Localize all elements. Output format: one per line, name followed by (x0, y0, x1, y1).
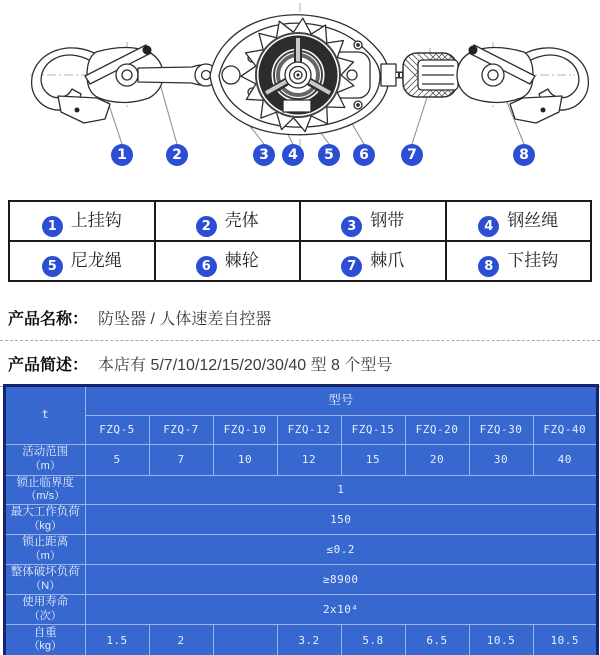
spec-row-label-cell (5, 475, 85, 505)
lower-hook-drawing (457, 45, 588, 123)
upper-hook-drawing (32, 45, 163, 123)
spec-value-cell: 2 (149, 625, 213, 655)
product-diagram (0, 0, 600, 178)
spec-row-unit: （次） (28, 610, 62, 623)
callout-1: 1 (111, 144, 133, 166)
callout-5: 5 (318, 144, 340, 166)
callout-3: 3 (253, 144, 275, 166)
spec-row-label-cell (5, 565, 85, 595)
product-name-value: 防坠器 / 人体速差自控器 (98, 311, 272, 328)
spec-row-unit: （kg） (28, 640, 63, 653)
spec-row-label-cell (5, 595, 85, 625)
spec-row-label-cell (5, 505, 85, 535)
spec-value-cell: 1.5 (85, 625, 149, 655)
part-label: 棘轮 (224, 250, 259, 270)
callout-8: 8 (513, 144, 535, 166)
product-desc-label: 产品简述： (8, 357, 89, 374)
spec-model-header: FZQ-7 (149, 415, 213, 444)
spec-row-unit: （m/s） (25, 490, 66, 503)
part-number-badge: 2 (196, 216, 217, 237)
spec-value-cell (213, 625, 277, 655)
part-label: 钢丝绳 (507, 210, 559, 230)
part-cell (9, 201, 155, 241)
spec-row-label: 最大工作负荷 (10, 506, 80, 519)
spec-row-label: 锁止临界度 (16, 476, 74, 489)
part-label: 棘爪 (370, 250, 405, 270)
spec-model-header: FZQ-30 (469, 415, 533, 444)
part-cell (446, 201, 592, 241)
spec-row-label-cell (5, 444, 85, 475)
spec-value-cell: 10.5 (469, 625, 533, 655)
part-label: 壳体 (224, 210, 259, 230)
spec-value-cell: 5.8 (341, 625, 405, 655)
part-label: 钢带 (370, 210, 405, 230)
spec-model-group-header: 型号 (85, 386, 597, 415)
parts-legend-table (8, 200, 592, 282)
spec-value-cell: 2x10⁴ (85, 595, 597, 625)
product-info (0, 295, 600, 387)
link-arm-drawing (138, 64, 217, 86)
spec-model-header: FZQ-5 (85, 415, 149, 444)
spec-model-header: FZQ-20 (405, 415, 469, 444)
spec-row-label: 使用寿命 (22, 596, 69, 609)
callout-2: 2 (166, 144, 188, 166)
spec-value-cell: ≥8900 (85, 565, 597, 595)
part-cell (300, 241, 446, 281)
spec-value-cell: 20 (405, 444, 469, 475)
callout-4: 4 (282, 144, 304, 166)
spec-row-label: 锁止距离 (22, 536, 69, 549)
spec-row-unit: （m） (29, 459, 61, 472)
spec-value-cell: 30 (469, 444, 533, 475)
spec-value-cell: 5 (85, 444, 149, 475)
part-number-badge: 5 (42, 256, 63, 277)
spec-model-header: FZQ-12 (277, 415, 341, 444)
part-cell (9, 241, 155, 281)
spec-model-header: FZQ-15 (341, 415, 405, 444)
spec-model-header: FZQ-10 (213, 415, 277, 444)
part-number-badge: 7 (341, 256, 362, 277)
spec-value-cell: 15 (341, 444, 405, 475)
spec-value-cell: 150 (85, 505, 597, 535)
part-cell (155, 201, 301, 241)
part-number-badge: 8 (478, 256, 499, 277)
spec-row-label-cell (5, 625, 85, 655)
product-desc-row (0, 341, 600, 387)
spec-row-label: 自重 (33, 626, 57, 639)
spec-model-header: FZQ-40 (533, 415, 597, 444)
spec-row-unit: （m） (29, 550, 61, 563)
callout-7: 7 (401, 144, 423, 166)
product-desc-value: 本店有 5/7/10/12/15/20/30/40 型 8 个型号 (98, 357, 393, 374)
part-label: 下挂钩 (507, 250, 559, 270)
spec-value-cell: 1 (85, 475, 597, 505)
part-cell (446, 241, 592, 281)
spec-value-cell: 10.5 (533, 625, 597, 655)
spec-value-cell: 40 (533, 444, 597, 475)
product-name-label: 产品名称： (8, 311, 89, 328)
callout-6: 6 (353, 144, 375, 166)
product-name-row (0, 295, 600, 341)
part-cell (155, 241, 301, 281)
spec-value-cell: 6.5 (405, 625, 469, 655)
part-label: 尼龙绳 (70, 250, 122, 270)
spec-row-label: 整体破坏负荷 (10, 566, 80, 579)
part-number-badge: 1 (42, 216, 63, 237)
spec-row-label: 活动范围 (22, 446, 69, 458)
part-number-badge: 6 (196, 256, 217, 277)
part-label: 上挂钩 (70, 210, 122, 230)
spec-value-cell: 10 (213, 444, 277, 475)
spec-value-cell: 3.2 (277, 625, 341, 655)
spec-row-label-cell (5, 535, 85, 565)
spec-table (4, 385, 598, 655)
spec-row-unit: （N） (30, 580, 61, 593)
part-number-badge: 4 (478, 216, 499, 237)
spec-row-unit: （kg） (28, 520, 63, 533)
spec-value-cell: ≤0.2 (85, 535, 597, 565)
part-cell (300, 201, 446, 241)
part-number-badge: 3 (341, 216, 362, 237)
spec-corner-cell: t (5, 386, 85, 444)
spec-value-cell: 7 (149, 444, 213, 475)
spec-value-cell: 12 (277, 444, 341, 475)
